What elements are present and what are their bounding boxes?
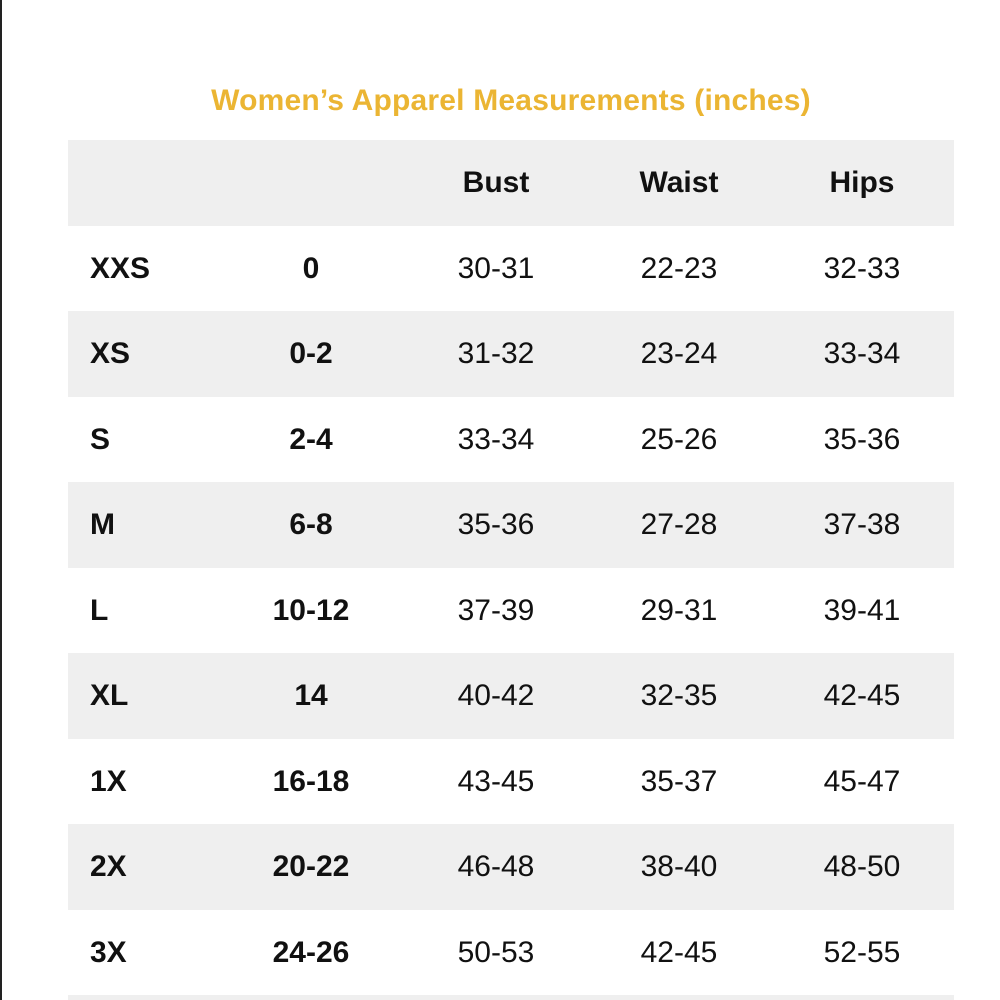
bust-value: 46-48 <box>457 850 535 883</box>
header-bust: Bust <box>462 166 530 199</box>
hips-value: 33-34 <box>823 337 901 370</box>
bust-value: 31-32 <box>457 337 535 370</box>
table-row <box>68 397 954 483</box>
header-hips: Hips <box>829 166 895 199</box>
table-row <box>68 824 954 910</box>
bust-value: 35-36 <box>457 508 535 541</box>
numeric-size: 14 <box>294 679 328 712</box>
size-label: L <box>90 593 109 627</box>
waist-value: 22-23 <box>640 251 718 285</box>
hips-value: 42-45 <box>823 679 901 712</box>
table-row <box>68 311 954 397</box>
next-row-edge <box>68 995 954 1000</box>
header-numeric-size <box>211 140 411 226</box>
numeric-size: 6-8 <box>289 508 333 541</box>
bust-value: 50-53 <box>457 935 535 969</box>
table-row <box>68 226 954 312</box>
size-label: 3X <box>90 935 127 969</box>
table-row <box>68 482 954 568</box>
hips-value: 48-50 <box>823 850 901 883</box>
size-label: 1X <box>90 764 127 798</box>
size-label: XS <box>90 337 131 370</box>
numeric-size: 2-4 <box>289 422 333 456</box>
waist-value: 27-28 <box>640 508 718 541</box>
size-label: XL <box>90 679 129 712</box>
numeric-size: 16-18 <box>272 764 350 798</box>
numeric-size: 0 <box>302 251 320 285</box>
waist-value: 42-45 <box>640 935 718 969</box>
table-row <box>68 653 954 739</box>
numeric-size: 0-2 <box>289 337 333 370</box>
table-row <box>68 739 954 825</box>
table-row <box>68 910 954 996</box>
numeric-size: 10-12 <box>272 593 350 627</box>
hips-value: 32-33 <box>823 251 901 285</box>
bust-value: 30-31 <box>457 251 535 285</box>
size-label: S <box>90 422 111 456</box>
size-label: M <box>90 508 115 541</box>
waist-value: 38-40 <box>640 850 718 883</box>
waist-value: 35-37 <box>640 764 718 798</box>
hips-value: 52-55 <box>823 935 901 969</box>
waist-value: 32-35 <box>640 679 718 712</box>
numeric-size: 24-26 <box>272 935 350 969</box>
hips-value: 37-38 <box>823 508 901 541</box>
waist-value: 25-26 <box>640 422 718 456</box>
left-border <box>0 0 2 1000</box>
bust-value: 43-45 <box>457 764 535 798</box>
hips-value: 45-47 <box>823 764 901 798</box>
hips-value: 39-41 <box>823 593 901 627</box>
size-label: XXS <box>90 251 151 285</box>
page-title: Women’s Apparel Measurements (inches) <box>211 84 811 117</box>
waist-value: 29-31 <box>640 593 718 627</box>
hips-value: 35-36 <box>823 422 901 456</box>
table-header-row <box>68 140 954 226</box>
numeric-size: 20-22 <box>272 850 350 883</box>
measurements-table <box>68 140 954 995</box>
bust-value: 33-34 <box>457 422 535 456</box>
bust-value: 37-39 <box>457 593 535 627</box>
header-waist: Waist <box>639 166 719 199</box>
waist-value: 23-24 <box>640 337 718 370</box>
table-row <box>68 568 954 654</box>
size-label: 2X <box>90 850 127 883</box>
bust-value: 40-42 <box>457 679 535 712</box>
